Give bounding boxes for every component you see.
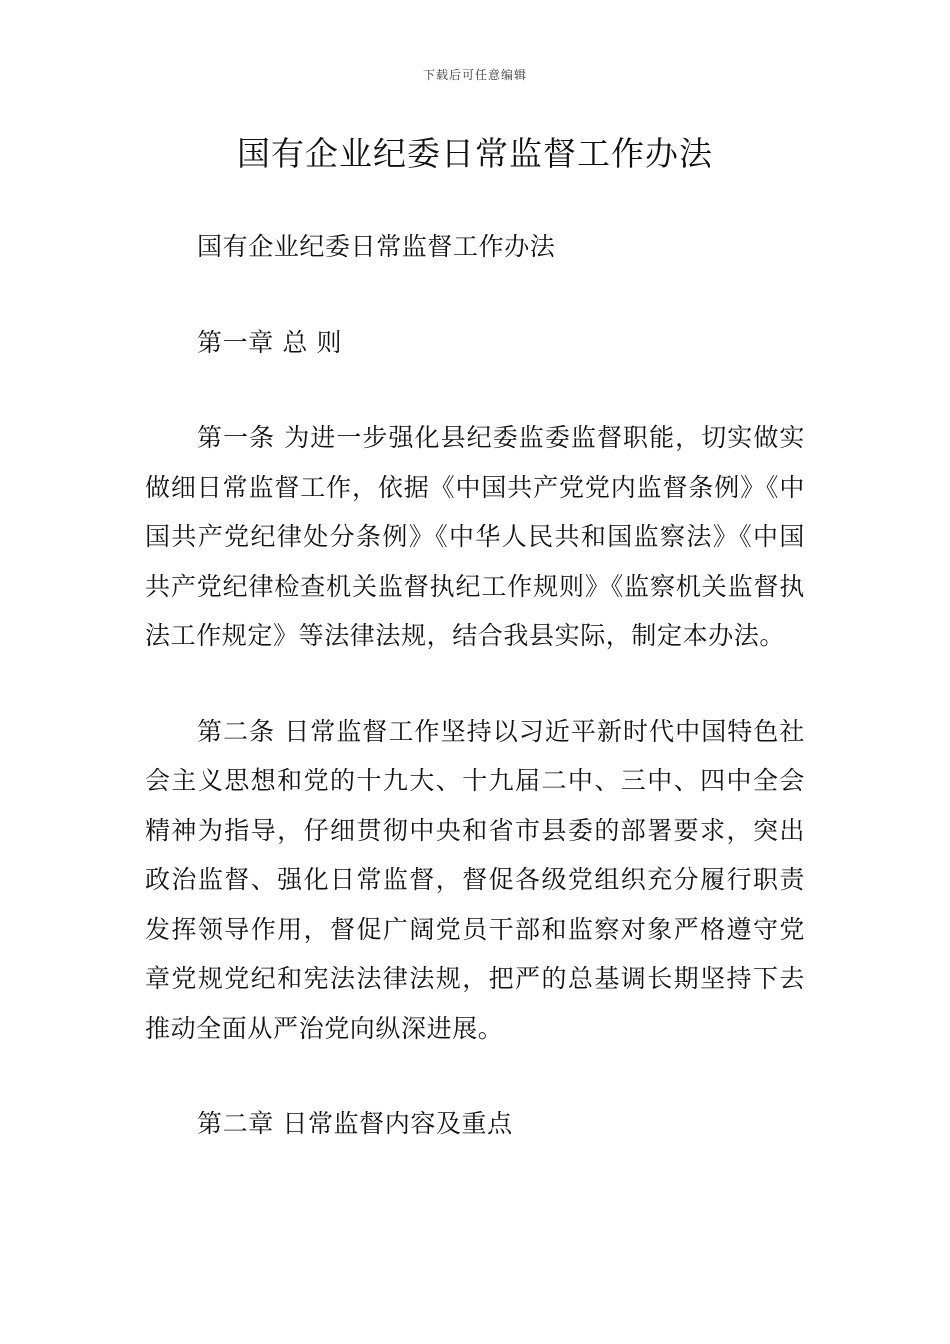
- article-1-paragraph: 第一条 为进一步强化县纪委监委监督职能，切实做实做细日常监督工作，依据《中国共产党党内监督条例》《中国共产党纪律处分条例》《中华人民共和国监察法》《中国共产党纪律检查机关监督执纪工作规则》《监察机关监督执法工作规定》等法律法规，结合我县实际，制定本办法。: [145, 423, 805, 650]
- chapter-heading-1: 第一章 总 则: [197, 327, 343, 357]
- document-title: 国有企业纪委日常监督工作办法: [237, 134, 713, 173]
- document-body: [145, 222, 805, 1195]
- body-subtitle: 国有企业纪委日常监督工作办法: [197, 232, 556, 261]
- header-note: 下载后可任意编辑: [422, 68, 527, 82]
- chapter-heading-2: 第二章 日常监督内容及重点: [197, 1109, 513, 1138]
- article-2-paragraph: 第二条 日常监督工作坚持以习近平新时代中国特色社会主义思想和党的十九大、十九届二中、三中、四中全会精神为指导，仔细贯彻中央和省市县委的部署要求，突出政治监督、强化日常监督，督促各级党组织充分履行职责发挥领导作用，督促广阔党员干部和监察对象严格遵守党章党规党纪和宪法法律法规，把严的总基调长期坚持下去推动全面从严治党向纵深进展。: [145, 716, 805, 1043]
